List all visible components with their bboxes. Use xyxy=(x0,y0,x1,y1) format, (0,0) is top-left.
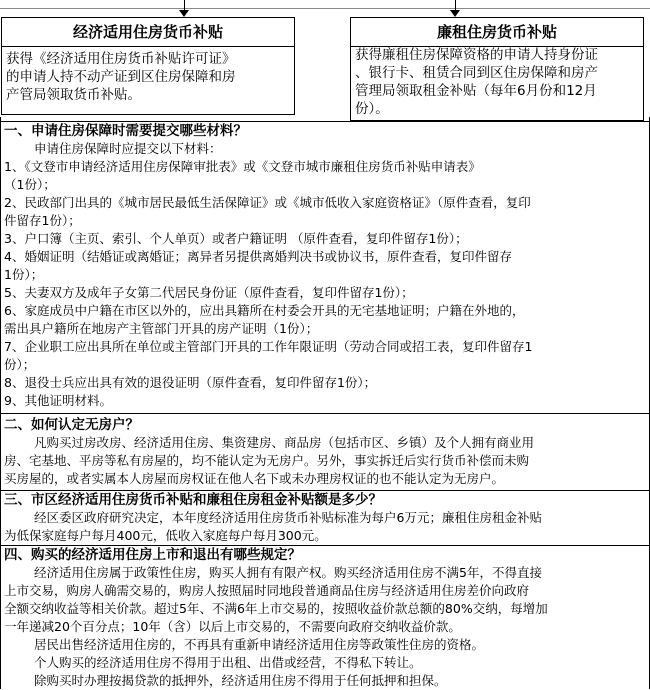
list-item: 4、婚姻证明（结婚证或离婚证；离异者另提供离婚判决书或协议书，原件查看，复印件留存 xyxy=(4,249,512,264)
section-listing-and-exit-rules xyxy=(0,545,650,689)
box-line: 份）。 xyxy=(355,101,389,117)
list-item: 申请住房保障时应提交以下材料： xyxy=(34,141,222,156)
paragraph-line: 为低保家庭每户每月400元，低收入家庭每户每月300元。 xyxy=(4,528,327,543)
list-item: 份）； xyxy=(4,357,36,372)
section-title: 三、市区经济适用住房货币补贴和廉租住房租金补贴额是多少？ xyxy=(4,492,382,508)
paragraph-line: 买房屋的，或者实属本人房屋而房权证在他人名下或未办理房权证的也不能认定为无房户。 xyxy=(4,471,505,486)
section-required-materials xyxy=(0,121,650,410)
paragraph-line: 凡购买过房改房、经济适用住房、集资建房、商品房（包括市区、乡镇）及个人拥有商业用 xyxy=(34,435,535,450)
list-item: 7、企业职工应出具所在单位或主管部门开具的工作年限证明（劳动合同或招工表，复印件留存1 xyxy=(4,339,533,354)
list-item: 需出具户籍所在地房产主管部门开具的房产证明（1份）； xyxy=(4,321,319,336)
list-item: 件留存1份）； xyxy=(4,213,81,228)
section-title: 一、申请住房保障时需要提交哪些材料？ xyxy=(4,123,247,139)
paragraph-line: 个人购买的经济适用住房不得用于出租、出借或经营，不得私下转让。 xyxy=(34,655,422,670)
list-item: 3、户口簿（主页、索引、个人单页）或者户籍证明 （原件查看，复印件留存1份）； xyxy=(4,231,468,246)
box-line: 获得廉租住房保障资格的申请人持身份证 xyxy=(355,47,598,63)
box-body xyxy=(355,46,640,118)
box-line: 产管局领取货币补贴。 xyxy=(6,87,141,103)
box-line: 、银行卡、租赁合同到区住房保障和房产 xyxy=(355,65,598,81)
arrow-down-icon xyxy=(175,0,195,18)
section-subsidy-amount xyxy=(0,490,650,546)
list-item: 5、夫妻双方及成年子女第二代居民身份证（原件查看，复印件留存1份）； xyxy=(4,285,414,300)
paragraph-line: 房、宅基地、平房等私有房屋的，均不能认定为无房户。另外，事实拆迁后实行货币补偿而未购 xyxy=(4,453,530,468)
list-item: 8、退役士兵应出具有效的退役证明（原件查看，复印件留存1份）； xyxy=(4,375,377,390)
list-item: 1、《文登市申请经济适用住房保障审批表》或《文登市城市廉租住房货币补贴申请表》 xyxy=(4,159,481,174)
paragraph-line: 除购买时办理按揭贷款的抵押外，经济适用住房不得用于任何抵押和担保。 xyxy=(34,673,447,688)
list-item: 1份）； xyxy=(4,267,44,282)
list-item: （1份）； xyxy=(4,177,56,192)
paragraph-line: 一年递减20个百分点；10年（含）以后上市交易的，不需要向政府交纳收益价款。 xyxy=(4,619,461,634)
paragraph-line: 全额交纳收益等相关价款。超过5年、不满6年上市交易的，按照收益价款总额的80%交纳，每增加 xyxy=(4,601,548,616)
paragraph-line: 经区委区政府研究决定，本年度经济适用住房货币补贴标准为每户6万元；廉租住房租金补贴 xyxy=(34,510,542,525)
box-line: 的申请人持不动产证到区住房保障和房 xyxy=(6,69,236,85)
low-rent-housing-subsidy-box xyxy=(350,17,644,121)
box-body xyxy=(6,50,291,104)
paragraph-line: 上市交易，购房人确需交易的，购房人按照届时同地段普通商品住房与经济适用住房差价向政府 xyxy=(4,583,530,598)
section-title: 二、如何认定无房户？ xyxy=(4,417,139,433)
paragraph-line: 居民出售经济适用住房的，不再具有重新申请经济适用住房等政策性住房的资格。 xyxy=(34,637,485,652)
list-item: 6、家庭成员中户籍在市区以外的，应出具籍所在村委会开具的无宅基地证明；户籍在外地的， xyxy=(4,303,525,318)
arrow-down-icon xyxy=(446,0,466,18)
box-title: 廉租住房货币补贴 xyxy=(351,18,643,47)
section-title: 四、购买的经济适用住房上市和退出有哪些规定？ xyxy=(4,547,301,563)
economic-housing-subsidy-box xyxy=(1,17,295,115)
list-item: 2、民政部门出具的《城市居民最低生活保障证》或《城市低收入家庭资格证》（原件查看，复印 xyxy=(4,195,531,210)
section-no-house-definition xyxy=(0,413,650,491)
paragraph-line: 经济适用住房属于政策性住房，购买人拥有有限产权。购买经济适用住房不满5年，不得直接 xyxy=(34,565,542,580)
box-title: 经济适用住房货币补贴 xyxy=(2,18,294,47)
box-line: 获得《经济适用住房货币补贴许可证》 xyxy=(6,51,236,67)
box-line: 管理局领取租金补贴（每年6月份和12月 xyxy=(355,83,597,99)
top-border-band xyxy=(0,0,650,9)
list-item: 9、其他证明材料。 xyxy=(4,393,112,408)
